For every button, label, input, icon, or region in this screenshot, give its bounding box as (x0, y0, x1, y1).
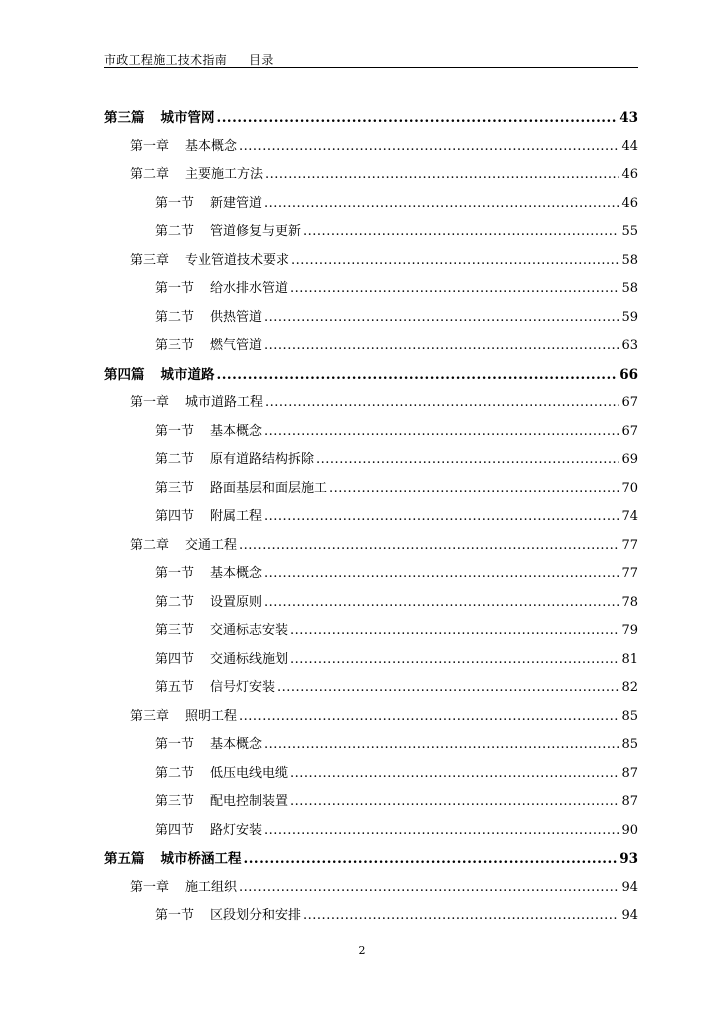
toc-section-entry[interactable] (155, 765, 638, 783)
toc-entry-title: 专业管道技术要求 (185, 252, 290, 268)
toc-page-number: 67 (621, 423, 638, 439)
toc-entry-number: 第一节 (155, 566, 195, 581)
toc-entry-number: 第四节 (155, 651, 195, 667)
toc-chapter-entry[interactable] (130, 138, 638, 156)
toc-entry-title: 基本概念 (210, 423, 263, 439)
toc-page-number: 44 (621, 138, 638, 154)
toc-entry-title: 基本概念 (210, 566, 263, 581)
toc-entry-number: 第三节 (155, 623, 195, 638)
toc-entry-title: 主要施工方法 (185, 167, 264, 182)
toc-page-number: 58 (621, 281, 638, 296)
toc-entry-number: 第一节 (155, 908, 195, 923)
toc-dot-leader (217, 366, 618, 384)
toc-dot-leader (217, 109, 618, 127)
toc-entry-number: 第二节 (155, 594, 195, 610)
toc-section-entry[interactable] (155, 195, 638, 213)
toc-section-entry[interactable] (155, 793, 638, 811)
toc-dot-leader (277, 679, 619, 697)
toc-entry-number: 第一章 (130, 879, 170, 895)
toc-section-entry[interactable] (155, 907, 638, 925)
toc-entry-title: 路面基层和面层施工 (210, 480, 328, 496)
toc-dot-leader (264, 423, 619, 441)
toc-dot-leader (303, 907, 619, 925)
toc-entry-number: 第一节 (155, 195, 195, 211)
toc-entry-title: 信号灯安装 (210, 680, 276, 695)
toc-chapter-entry[interactable] (130, 394, 638, 412)
toc-entry-number: 第五篇 (104, 851, 145, 867)
toc-dot-leader (265, 166, 619, 184)
toc-entry-title: 供热管道 (210, 309, 263, 325)
toc-entry-title: 燃气管道 (210, 338, 263, 353)
toc-entry-title: 城市管网 (160, 110, 215, 126)
toc-entry-number: 第一章 (130, 395, 170, 410)
toc-entry-title: 区段划分和安排 (210, 908, 302, 923)
toc-dot-leader (264, 337, 619, 355)
toc-chapter-entry[interactable] (130, 537, 638, 555)
toc-entry-number: 第五节 (155, 680, 195, 695)
toc-dot-leader (264, 736, 619, 754)
toc-entry-number: 第一章 (130, 138, 170, 154)
toc-dot-leader (264, 565, 619, 583)
toc-page-number: 85 (621, 737, 638, 752)
toc-entry-number: 第四篇 (104, 366, 145, 383)
toc-page-number: 69 (621, 452, 638, 467)
toc-entry-title: 附属工程 (210, 509, 263, 524)
toc-page-number: 66 (619, 366, 638, 383)
toc-page-number: 81 (621, 651, 638, 667)
toc-page-number: 90 (621, 822, 638, 838)
toc-page-number: 70 (621, 480, 638, 496)
toc-section-entry[interactable] (155, 565, 638, 583)
toc-dot-leader (290, 765, 619, 783)
toc-page-number: 87 (621, 794, 638, 809)
toc-entry-title: 交通工程 (185, 537, 238, 553)
toc-dot-leader (303, 223, 619, 241)
toc-section-entry[interactable] (155, 622, 638, 640)
toc-entry-number: 第四节 (155, 822, 195, 838)
toc-page-number: 74 (621, 509, 638, 524)
toc-section-entry[interactable] (155, 480, 638, 498)
toc-page-number: 67 (621, 395, 638, 410)
toc-dot-leader (264, 309, 619, 327)
toc-dot-leader (239, 537, 619, 555)
toc-entry-title: 照明工程 (185, 708, 238, 724)
toc-dot-leader (264, 822, 619, 840)
toc-dot-leader (290, 793, 619, 811)
toc-entry-title: 基本概念 (210, 737, 263, 752)
toc-dot-leader (244, 850, 618, 868)
toc-dot-leader (265, 394, 619, 412)
toc-dot-leader (290, 651, 619, 669)
toc-page-number: 93 (619, 851, 638, 867)
toc-dot-leader (264, 594, 619, 612)
toc-entry-title: 低压电线电缆 (210, 765, 289, 781)
toc-part-entry[interactable] (104, 366, 638, 384)
toc-section-entry[interactable] (155, 423, 638, 441)
toc-entry-title: 交通标线施划 (210, 651, 289, 667)
toc-section-entry[interactable] (155, 679, 638, 697)
toc-page-number: 77 (621, 537, 638, 553)
toc-chapter-entry[interactable] (130, 166, 638, 184)
toc-entry-title: 城市道路工程 (185, 395, 264, 410)
toc-entry-number: 第一节 (155, 281, 195, 296)
document-title: 市政工程施工技术指南 (104, 53, 228, 67)
toc-chapter-entry[interactable] (130, 879, 638, 897)
page-number: 2 (358, 944, 366, 957)
toc-dot-leader (264, 508, 619, 526)
toc-page-number: 55 (621, 224, 638, 239)
toc-entry-number: 第二节 (155, 765, 195, 781)
toc-entry-number: 第三篇 (104, 110, 145, 126)
toc-entry-number: 第三节 (155, 480, 195, 496)
toc-page-number: 78 (621, 594, 638, 610)
toc-entry-title: 管道修复与更新 (210, 224, 302, 239)
toc-section-entry[interactable] (155, 508, 638, 526)
toc-dot-leader (316, 451, 619, 469)
toc-entry-title: 城市桥涵工程 (160, 851, 242, 867)
toc-page-number: 94 (621, 908, 638, 923)
toc-page-number: 46 (621, 195, 638, 211)
toc-chapter-entry[interactable] (130, 252, 638, 270)
toc-entry-title: 设置原则 (210, 594, 263, 610)
toc-entry-title: 新建管道 (210, 195, 263, 211)
toc-entry-number: 第二章 (130, 167, 170, 182)
toc-entry-number: 第三章 (130, 708, 170, 724)
toc-section-entry[interactable] (155, 594, 638, 612)
toc-section-entry[interactable] (155, 337, 638, 355)
toc-entry-number: 第二节 (155, 224, 195, 239)
toc-section-entry[interactable] (155, 651, 638, 669)
toc-page-number: 46 (621, 167, 638, 182)
toc-dot-leader (239, 138, 619, 156)
toc-page-number: 58 (621, 252, 638, 268)
toc-section-entry[interactable] (155, 280, 638, 298)
toc-entry-number: 第三节 (155, 338, 195, 353)
toc-entry-number: 第三章 (130, 252, 170, 268)
header-section: 目录 (249, 53, 274, 67)
toc-dot-leader (329, 480, 619, 498)
toc-entry-number: 第二节 (155, 309, 195, 325)
toc-section-entry[interactable] (155, 309, 638, 327)
toc-page-number: 77 (621, 566, 638, 581)
toc-dot-leader (290, 622, 619, 640)
toc-entry-title: 给水排水管道 (210, 281, 289, 296)
toc-dot-leader (264, 195, 619, 213)
toc-entry-number: 第一节 (155, 737, 195, 752)
toc-section-entry[interactable] (155, 736, 638, 754)
toc-part-entry[interactable] (104, 850, 638, 868)
toc-dot-leader (291, 252, 619, 270)
toc-entry-title: 施工组织 (185, 879, 238, 895)
toc-section-entry[interactable] (155, 451, 638, 469)
toc-page-number: 59 (621, 309, 638, 325)
toc-entry-title: 交通标志安装 (210, 623, 289, 638)
toc-entry-title: 原有道路结构拆除 (210, 452, 315, 467)
toc-entry-number: 第二节 (155, 452, 195, 467)
toc-chapter-entry[interactable] (130, 708, 638, 726)
toc-dot-leader (290, 280, 619, 298)
toc-entry-title: 城市道路 (160, 366, 215, 383)
toc-page-number: 85 (621, 708, 638, 724)
toc-entry-number: 第一节 (155, 423, 195, 439)
toc-dot-leader (239, 879, 619, 897)
toc-page-number: 94 (621, 879, 638, 895)
toc-entry-title: 基本概念 (185, 138, 238, 154)
toc-entry-number: 第四节 (155, 509, 195, 524)
toc-page-number: 79 (621, 623, 638, 638)
toc-part-entry[interactable] (104, 109, 638, 127)
toc-entry-title: 配电控制装置 (210, 794, 289, 809)
toc-entry-number: 第二章 (130, 537, 170, 553)
toc-entry-title: 路灯安装 (210, 822, 263, 838)
toc-page-number: 63 (621, 338, 638, 353)
toc-page-number: 87 (621, 765, 638, 781)
toc-page-number: 82 (621, 680, 638, 695)
toc-section-entry[interactable] (155, 223, 638, 241)
toc-dot-leader (239, 708, 619, 726)
toc-page-number: 43 (619, 110, 638, 126)
toc-section-entry[interactable] (155, 822, 638, 840)
toc-entry-number: 第三节 (155, 794, 195, 809)
